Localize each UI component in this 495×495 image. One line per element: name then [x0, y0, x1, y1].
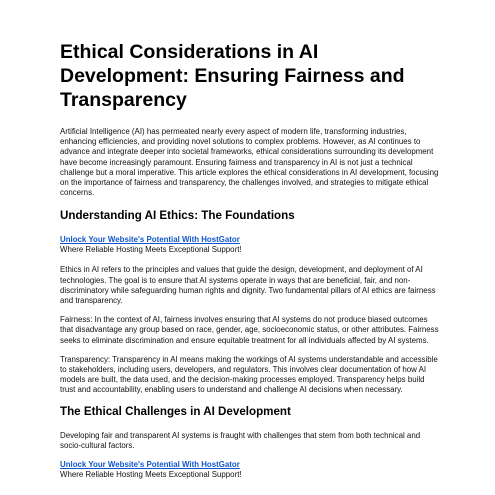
- promo-link[interactable]: Unlock Your Website's Potential With HostGator: [60, 460, 240, 470]
- section-heading-foundations: Understanding AI Ethics: The Foundations: [60, 209, 295, 223]
- promo-tagline: Where Reliable Hosting Meets Exceptional Support!: [60, 470, 242, 480]
- article-title: Ethical Considerations in AI Development: Ensuring Fairness and Transparency: [60, 41, 405, 111]
- intro-paragraph: Artificial Intelligence (AI) has permeated nearly every aspect of modern life, transforming industries, enhancing efficiencies, and providing novel solutions to complex problems. However, as AI continues to advance and integrate deeper into societal frameworks, ethical considerations surrounding its development have become increasingly paramount. Ensuring fairness and transparency in AI is not just a technical challenge but a moral imperative. This article explores the ethical considerations in AI development, focusing on the importance of fairness and transparency, the challenges involved, and strategies to mitigate ethical concerns.: [60, 127, 439, 198]
- promo-block: [60, 235, 439, 255]
- promo-block: [60, 460, 439, 480]
- fairness-paragraph: Fairness: In the context of AI, fairness involves ensuring that AI systems do not produce biased outcomes that disadvantage any group based on race, gender, age, socioeconomic status, or other attributes. Fairness seeks to eliminate discrimination and ensure equitable treatment for all individuals affected by AI systems.: [60, 315, 439, 345]
- promo-link[interactable]: Unlock Your Website's Potential With HostGator: [60, 235, 240, 245]
- section-heading-challenges: The Ethical Challenges in AI Development: [60, 404, 291, 418]
- challenges-paragraph: Developing fair and transparent AI systems is fraught with challenges that stem from both technical and socio-cultural factors.: [60, 430, 421, 450]
- transparency-paragraph: Transparency: Transparency in AI means making the workings of AI systems understandable and accessible to stakeholders, including users, developers, and regulators. This involves clear documentation of how AI models are built, the data used, and the decision-making processes employed. Transparency helps build trust and accountability, enabling users to understand and challenge AI decisions when necessary.: [60, 354, 438, 395]
- ethics-paragraph: Ethics in AI refers to the principles and values that guide the design, development, and deployment of AI technologies. The goal is to ensure that AI systems operate in ways that are beneficial, fair, and non-discriminatory while safeguarding human rights and dignity. Two fundamental pillars of AI ethics are fairness and transparency.: [60, 265, 436, 306]
- promo-tagline: Where Reliable Hosting Meets Exceptional Support!: [60, 245, 242, 255]
